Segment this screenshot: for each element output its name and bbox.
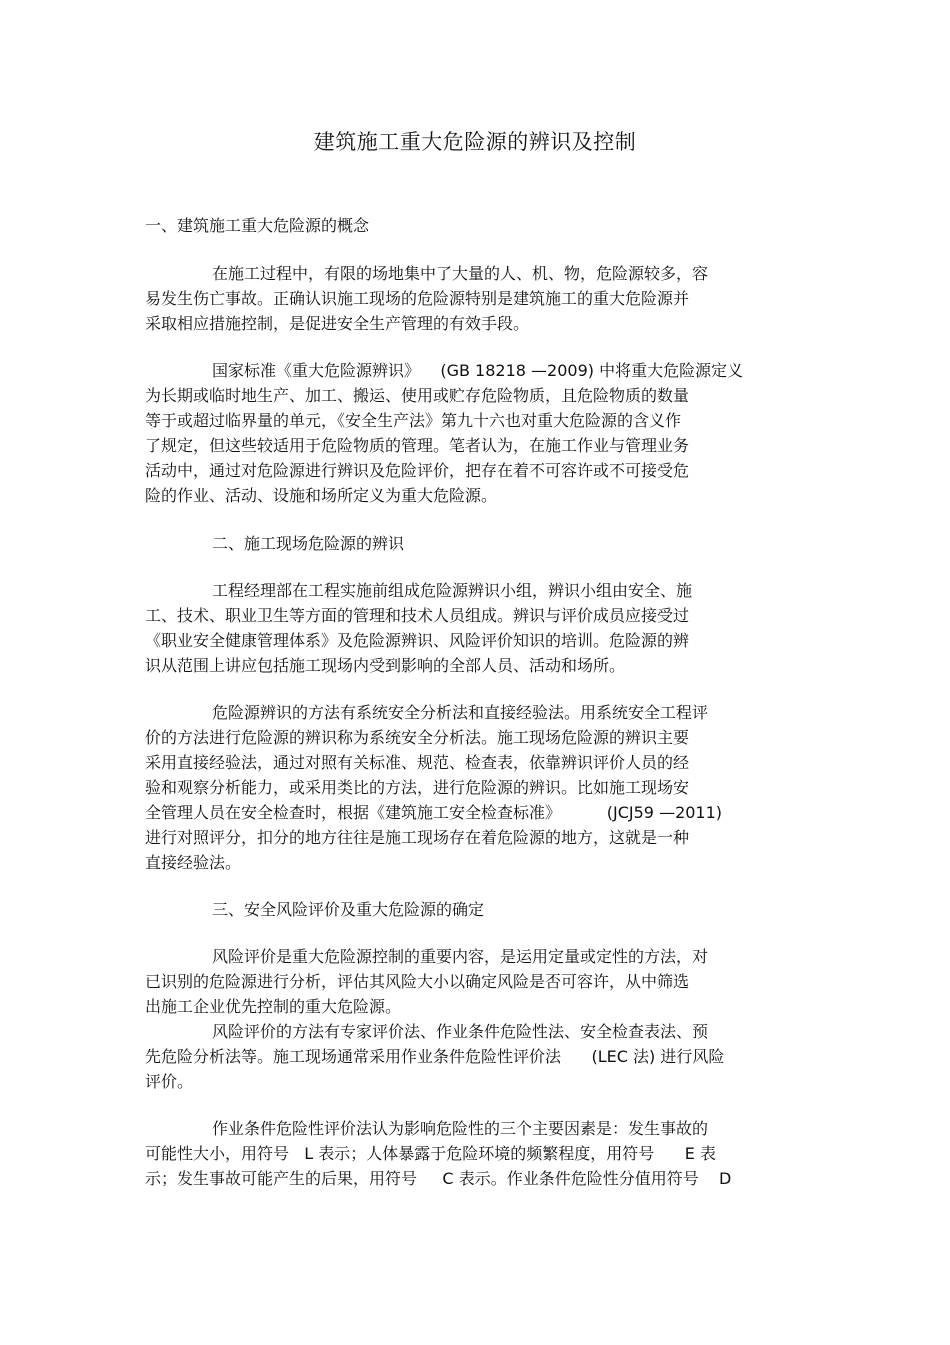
paragraph-1-line-3: 采取相应措施控制，是促进安全生产管理的有效手段。	[145, 314, 530, 333]
paragraph-3-line-1: 工程经理部在工程实施前组成危险源辨识小组，辨识小组由安全、施	[212, 581, 693, 600]
paragraph-5-line-3: 出施工企业优先控制的重大危险源。	[145, 997, 402, 1016]
paragraph-3-line-4: 识从范围上讲应包括施工现场内受到影响的全部人员、活动和场所。	[145, 656, 626, 675]
section-heading-2: 二、施工现场危险源的辨识	[212, 534, 405, 553]
section-heading-1: 一、建筑施工重大危险源的概念	[145, 216, 370, 235]
paragraph-6-line-2: 先危险分析法等。施工现场通常采用作业条件危险性评价法 (LEC 法) 进行风险	[145, 1047, 725, 1066]
paragraph-2-line-6: 险的作业、活动、设施和场所定义为重大危险源。	[145, 486, 498, 505]
paragraph-4-line-2: 价的方法进行危险源的辨识称为系统安全分析法。施工现场危险源的辨识主要	[145, 728, 690, 747]
paragraph-4-line-1: 危险源辨识的方法有系统安全分析法和直接经验法。用系统安全工程评	[212, 703, 709, 722]
paragraph-2-line-3: 等于或超过临界量的单元，《安全生产法》第九十六也对重大危险源的含义作	[145, 411, 682, 430]
paragraph-1-line-2: 易发生伤亡事故。正确认识施工现场的危险源特别是建筑施工的重大危险源并	[145, 289, 690, 308]
paragraph-2-line-1: 国家标准《重大危险源辨识》 (GB 18218 —2009) 中将重大危险源定义	[212, 361, 744, 380]
paragraph-6-line-3: 评价。	[145, 1072, 194, 1091]
paragraph-4-line-7: 直接经验法。	[145, 853, 242, 872]
paragraph-7-line-1: 作业条件危险性评价法认为影响危险性的三个主要因素是：发生事故的	[212, 1119, 709, 1138]
paragraph-3-line-2: 工、技术、职业卫生等方面的管理和技术人员组成。辨识与评价成员应接受过	[145, 606, 690, 625]
paragraph-2-line-5: 活动中，通过对危险源进行辨识及危险评价，把存在着不可容许或不可接受危	[145, 461, 690, 480]
paragraph-2-line-4: 了规定，但这些较适用于危险物质的管理。笔者认为，在施工作业与管理业务	[145, 436, 690, 455]
paragraph-2-line-2: 为长期或临时地生产、加工、搬运、使用或贮存危险物质，且危险物质的数量	[145, 386, 690, 405]
document-title: 建筑施工重大危险源的辨识及控制	[313, 130, 637, 154]
paragraph-4-line-6: 进行对照评分，扣分的地方往往是施工现场存在着危险源的地方，这就是一种	[145, 828, 690, 847]
paragraph-3-line-3: 《职业安全健康管理体系》及危险源辨识、风险评价知识的培训。危险源的辨	[145, 631, 690, 650]
paragraph-6-line-1: 风险评价的方法有专家评价法、作业条件危险性法、安全检查表法、预	[212, 1022, 709, 1041]
paragraph-4-line-5: 全管理人员在安全检查时，根据《建筑施工安全检查标准》 (JCJ59 —2011)	[145, 803, 723, 822]
paragraph-4-line-3: 采用直接经验法，通过对照有关标准、规范、检查表，依靠辨识评价人员的经	[145, 753, 690, 772]
paragraph-5-line-2: 已识别的危险源进行分析，评估其风险大小以确定风险是否可容许，从中筛选	[145, 972, 690, 991]
section-heading-3: 三、安全风险评价及重大危险源的确定	[212, 900, 485, 919]
paragraph-4-line-4: 验和观察分析能力，或采用类比的方法，进行危险源的辨识。比如施工现场安	[145, 778, 690, 797]
paragraph-5-line-1: 风险评价是重大危险源控制的重要内容，是运用定量或定性的方法，对	[212, 947, 709, 966]
paragraph-7-line-3: 示；发生事故可能产生的后果，用符号 C 表示。作业条件危险性分值用符号 D	[145, 1169, 732, 1188]
paragraph-1-line-1: 在施工过程中，有限的场地集中了大量的人、机、物，危险源较多，容	[212, 264, 709, 283]
paragraph-7-line-2: 可能性大小，用符号 L 表示；人体暴露于危险环境的频繁程度，用符号 E 表	[145, 1144, 716, 1163]
